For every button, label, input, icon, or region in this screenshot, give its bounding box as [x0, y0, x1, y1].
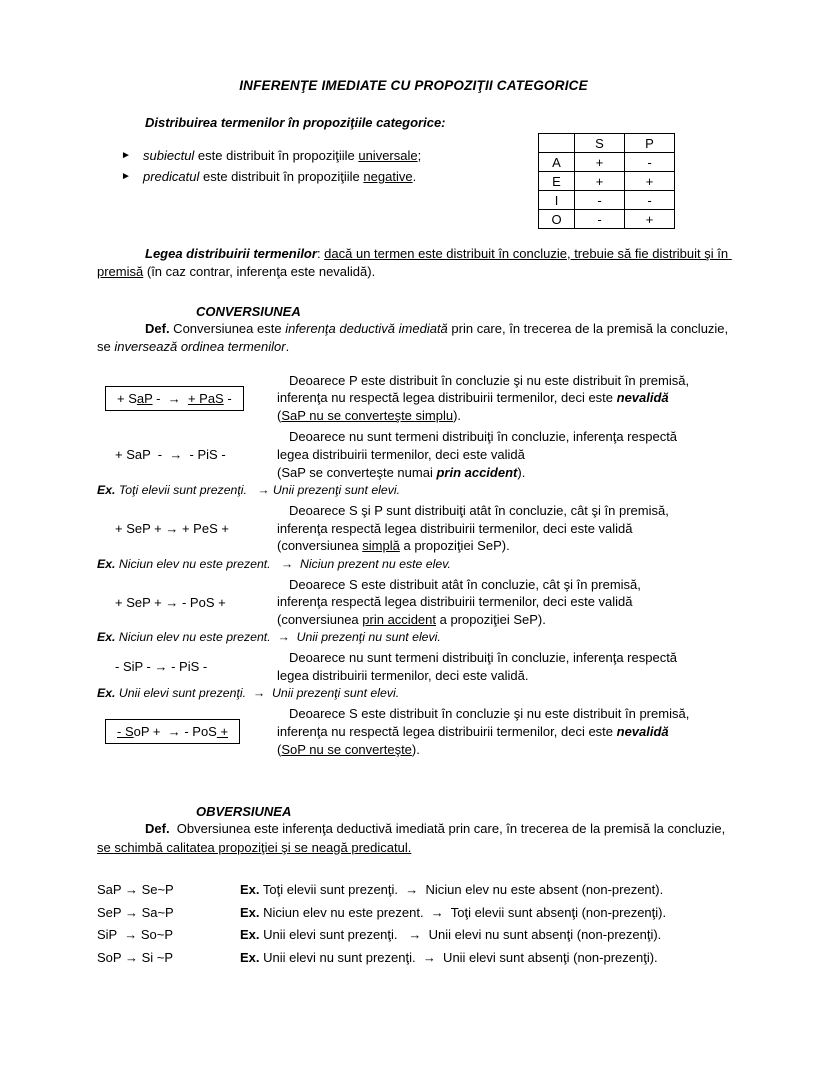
text-segment: Niciun elev nu este prezent. — [259, 904, 431, 920]
text-segment: SoP — [97, 949, 125, 965]
text-segment: negative — [363, 169, 413, 184]
text-segment: → — [280, 556, 294, 571]
text-segment: + PaS — [187, 390, 224, 406]
conversion-row — [97, 502, 730, 572]
formula-sip-pis — [115, 659, 207, 674]
text-segment: Deoarece S şi P sunt distribuiţi atât în concluzie, cât şi în premisă, — [289, 503, 669, 519]
text-segment: inferenţa respectă legea distribuirii termenilor, deci este validă — [277, 520, 633, 536]
text-segment: prin accident — [362, 611, 436, 627]
formula-sep-pes — [115, 521, 229, 536]
table-header-s: S — [575, 134, 625, 153]
formula-sap-pis — [115, 447, 226, 462]
cell-i-s: - — [575, 191, 625, 210]
text-segment: simplă — [362, 538, 400, 554]
text-segment — [181, 391, 188, 406]
text-segment: dacă un termen este distribuit în concluzie, trebuie să fie distribuit şi în premisă — [97, 246, 732, 280]
conversion-explanation — [277, 428, 730, 481]
obversion-heading: OBVERSIUNEA — [196, 804, 292, 820]
text-segment: Ex. — [97, 630, 116, 645]
conversion-row — [97, 428, 730, 498]
row-label: O — [539, 210, 575, 229]
text-segment: Niciun elev nu este prezent. — [115, 556, 281, 571]
text-segment: ). — [517, 464, 526, 480]
conversion-line — [97, 705, 730, 758]
conversion-formula-cell — [97, 447, 277, 462]
text-segment: → — [167, 724, 181, 740]
text-segment: - — [223, 390, 232, 406]
bullet-item-subject — [121, 145, 538, 166]
arrowhead-bullet-icon: ► — [121, 150, 131, 161]
text-segment: Deoarece P este distribuit în concluzie şi nu este distribuit în premisă, — [289, 372, 690, 388]
text-segment: aP — [136, 390, 153, 406]
example-line — [97, 483, 730, 498]
text-segment: Si ~P — [137, 949, 173, 965]
row-label: E — [539, 172, 575, 191]
text-segment: (SaP se converteşte numai — [277, 464, 437, 480]
text-segment: Unii elevi nu sunt absenţi (non-prezenţi). — [421, 927, 662, 943]
text-segment: Unii elevi sunt prezenţi. — [259, 927, 409, 943]
bullet-text — [143, 145, 421, 166]
text-segment: oP + — [133, 724, 168, 740]
text-segment: Toţi elevii sunt prezenţi. — [259, 882, 406, 898]
text-segment: Toţi elevii sunt prezenţi. — [115, 483, 258, 498]
obversion-formula — [97, 902, 240, 925]
text-segment: → — [165, 520, 179, 536]
conversion-row — [97, 705, 730, 758]
text-segment: Niciun elev nu este absent (non-prezent). — [418, 882, 664, 898]
text-segment: predicatul — [143, 169, 200, 184]
cell-e-s: + — [575, 172, 625, 191]
conversion-formula-cell — [97, 521, 277, 536]
text-segment: → — [430, 904, 444, 920]
conversion-explanation — [277, 576, 730, 629]
text-segment: . — [285, 339, 290, 355]
text-segment: → — [167, 390, 181, 406]
text-segment: este distribuit în propoziţiile — [199, 169, 364, 184]
bullet-item-predicate — [121, 166, 538, 187]
law-of-distribution-paragraph — [97, 245, 730, 282]
text-segment: Deoarece nu sunt termeni distribuiţi în concluzie, inferenţa respectă — [289, 650, 678, 666]
distribution-table — [538, 133, 675, 229]
formula-box-sop-pos — [105, 719, 240, 744]
conversion-formula-cell — [97, 659, 277, 674]
distribution-section — [97, 133, 730, 229]
table-row-o — [539, 210, 675, 229]
text-segment: inferenţa respectă legea distribuirii termenilor, deci este validă — [277, 594, 633, 610]
text-segment: - — [152, 390, 168, 406]
text-segment: Unii prezenţi sunt elevi. — [269, 483, 401, 498]
cell-a-s: + — [575, 153, 625, 172]
text-segment: ). — [411, 741, 420, 757]
obversion-formula — [97, 947, 240, 970]
text-segment: ; — [417, 148, 422, 163]
table-row-e — [539, 172, 675, 191]
conversion-formula-cell — [97, 386, 277, 411]
conversion-line — [97, 372, 730, 425]
cell-o-p: + — [625, 210, 675, 229]
text-segment: Obversiunea este inferenţa deductivă imediată prin care, în trecerea de la premisă la concluzie, — [169, 821, 729, 837]
text-segment: + — [216, 724, 229, 740]
text-segment: → — [124, 949, 138, 965]
text-segment: → — [405, 882, 419, 898]
text-segment: → — [124, 904, 138, 920]
bullet-list — [97, 133, 538, 229]
text-segment: Def. — [145, 320, 170, 336]
text-segment: - SiP - — [115, 659, 155, 675]
text-segment: nevalidă — [616, 724, 669, 740]
text-segment: → — [277, 630, 290, 645]
text-segment: a propoziţiei SeP). — [399, 538, 510, 554]
text-segment: Sa~P — [137, 904, 174, 920]
text-segment: - S — [117, 724, 134, 740]
text-segment: + SaP - — [115, 447, 170, 463]
text-segment: Unii elevi sunt prezenţi. — [115, 686, 253, 701]
text-segment: → — [124, 927, 138, 943]
obversion-formula — [97, 879, 240, 902]
page-title: INFERENŢE IMEDIATE CU PROPOZIŢII CATEGORICE — [239, 78, 588, 93]
text-segment: → — [422, 949, 436, 965]
conversion-line — [97, 649, 730, 684]
table-header-row — [539, 134, 675, 153]
text-segment: Unii elevi nu sunt prezenţi. — [259, 949, 423, 965]
text-segment: Ex. — [97, 686, 116, 701]
text-segment: SaP — [97, 882, 125, 898]
text-segment: + SeP + — [115, 594, 166, 610]
table-row-a — [539, 153, 675, 172]
conversion-line — [97, 502, 730, 555]
text-segment: a propoziţiei SeP). — [436, 611, 546, 627]
table-row-i — [539, 191, 675, 210]
conversion-definition — [97, 320, 730, 357]
text-segment: Deoarece S este distribuit în concluzie şi nu este distribuit în premisă, — [289, 706, 690, 722]
conversion-line — [97, 428, 730, 481]
text-segment: SeP — [97, 904, 125, 920]
text-segment: → — [169, 447, 183, 463]
cell-a-p: - — [625, 153, 675, 172]
text-segment: → — [408, 927, 422, 943]
text-segment: prin care, în trecerea de la premisă la concluzie, se — [97, 320, 732, 355]
text-segment: → — [165, 594, 179, 610]
text-segment: Conversiunea este — [169, 320, 286, 336]
text-segment: inferenţa nu respectă legea distribuirii termenilor, deci este — [277, 390, 617, 406]
obversion-example — [240, 924, 730, 947]
text-segment: So~P — [137, 927, 173, 943]
obversion-row — [97, 924, 730, 947]
text-segment: se schimbă calitatea propoziţiei şi se neagă predicatul. — [97, 839, 412, 855]
text-segment: (în caz contrar, inferenţa este nevalidă). — [143, 264, 376, 280]
text-segment: Ex. — [240, 904, 260, 920]
text-segment: Toţi elevii sunt absenţi (non-prezenţi). — [443, 904, 667, 920]
conversion-explanation — [277, 502, 730, 555]
text-segment: este distribuit în propoziţiile — [194, 148, 359, 163]
text-segment: + SeP + — [115, 520, 166, 536]
obversion-formula — [97, 924, 240, 947]
text-segment: SiP — [97, 927, 125, 943]
conversion-line — [97, 576, 730, 629]
bullet-text — [143, 166, 416, 187]
text-segment: Ex. — [97, 483, 116, 498]
text-segment: Unii prezenţi sunt elevi. — [265, 686, 400, 701]
obversion-example — [240, 879, 730, 902]
text-segment: Ex. — [97, 556, 116, 571]
distribution-heading: Distribuirea termenilor în propoziţiile categorice: — [145, 115, 446, 130]
conversion-row — [97, 649, 730, 701]
text-segment: ( — [277, 407, 282, 423]
row-label: I — [539, 191, 575, 210]
text-segment: prin accident — [436, 464, 518, 480]
cell-e-p: + — [625, 172, 675, 191]
arrowhead-bullet-icon: ► — [121, 171, 131, 182]
conversion-formula-cell — [97, 595, 277, 610]
text-segment: Def. — [145, 821, 170, 837]
text-segment: + PeS + — [178, 520, 229, 536]
text-segment: Unii elevi sunt absenţi (non-prezenţi). — [435, 949, 658, 965]
table-corner-cell — [539, 134, 575, 153]
text-segment: universale — [358, 148, 418, 163]
text-segment: inferenţa nu respectă legea distribuirii termenilor, deci este — [277, 724, 617, 740]
text-segment: - PoS + — [178, 594, 226, 610]
obversion-row — [97, 879, 730, 902]
text-segment: . — [412, 169, 417, 184]
text-segment: → — [154, 659, 168, 675]
formula-box-sap-pas — [105, 386, 244, 411]
text-segment: - PiS - — [167, 659, 208, 675]
text-segment: (conversiunea — [277, 538, 363, 554]
text-segment: Ex. — [240, 927, 260, 943]
table-header-p: P — [625, 134, 675, 153]
cell-o-s: - — [575, 210, 625, 229]
conversion-formula-cell — [97, 719, 277, 744]
row-label: A — [539, 153, 575, 172]
text-segment: Ex. — [240, 882, 260, 898]
text-segment: subiectul — [143, 148, 195, 163]
text-segment: Niciun elev nu este prezent. — [115, 630, 278, 645]
obversion-section — [97, 879, 730, 969]
text-segment: - PiS - — [182, 447, 226, 463]
conversion-explanation — [277, 649, 730, 684]
conversion-row — [97, 372, 730, 425]
text-segment: Deoarece S este distribuit atât în concluzie, cât şi în premisă, — [289, 576, 641, 592]
obversion-row — [97, 947, 730, 970]
conversion-section — [97, 372, 730, 758]
example-line — [97, 686, 730, 701]
text-segment: - PoS — [180, 724, 217, 740]
conversion-row — [97, 576, 730, 646]
example-line — [97, 557, 730, 572]
conversion-heading: CONVERSIUNEA — [196, 303, 301, 319]
text-segment: Se~P — [137, 882, 174, 898]
text-segment: (conversiunea — [277, 611, 363, 627]
text-segment: Unii prezenţi nu sunt elevi. — [289, 630, 441, 645]
example-line — [97, 630, 730, 645]
text-segment: legea distribuirii termenilor, deci este validă — [277, 447, 525, 462]
text-segment: SoP nu se converteşte — [281, 741, 412, 757]
text-segment: ). — [453, 407, 462, 423]
text-segment: legea distribuirii termenilor, deci este validă. — [277, 667, 529, 683]
text-segment: inferenţa deductivă imediată — [285, 320, 448, 336]
conversion-explanation — [277, 372, 730, 425]
text-segment: nevalidă — [616, 390, 669, 406]
text-segment: Legea distribuirii termenilor — [145, 246, 317, 261]
text-segment: Niciun prezent nu este elev. — [293, 556, 451, 571]
formula-sep-pos — [115, 595, 226, 610]
obversion-row — [97, 902, 730, 925]
text-segment: Deoarece nu sunt termeni distribuiţi în concluzie, inferenţa respectă — [289, 429, 678, 445]
obversion-definition — [97, 820, 730, 857]
conversion-explanation — [277, 705, 730, 758]
text-segment: → — [252, 686, 266, 701]
text-segment: inversează ordinea termenilor — [114, 339, 286, 355]
text-segment: → — [124, 882, 138, 898]
text-segment: ( — [277, 741, 282, 757]
obversion-example — [240, 947, 730, 970]
text-segment: Ex. — [240, 949, 260, 965]
cell-i-p: - — [625, 191, 675, 210]
text-segment: SaP nu se converteşte simplu — [281, 407, 454, 423]
text-segment: + S — [117, 390, 137, 406]
text-segment: : — [316, 246, 325, 261]
obversion-example — [240, 902, 730, 925]
text-segment: → — [257, 483, 270, 498]
